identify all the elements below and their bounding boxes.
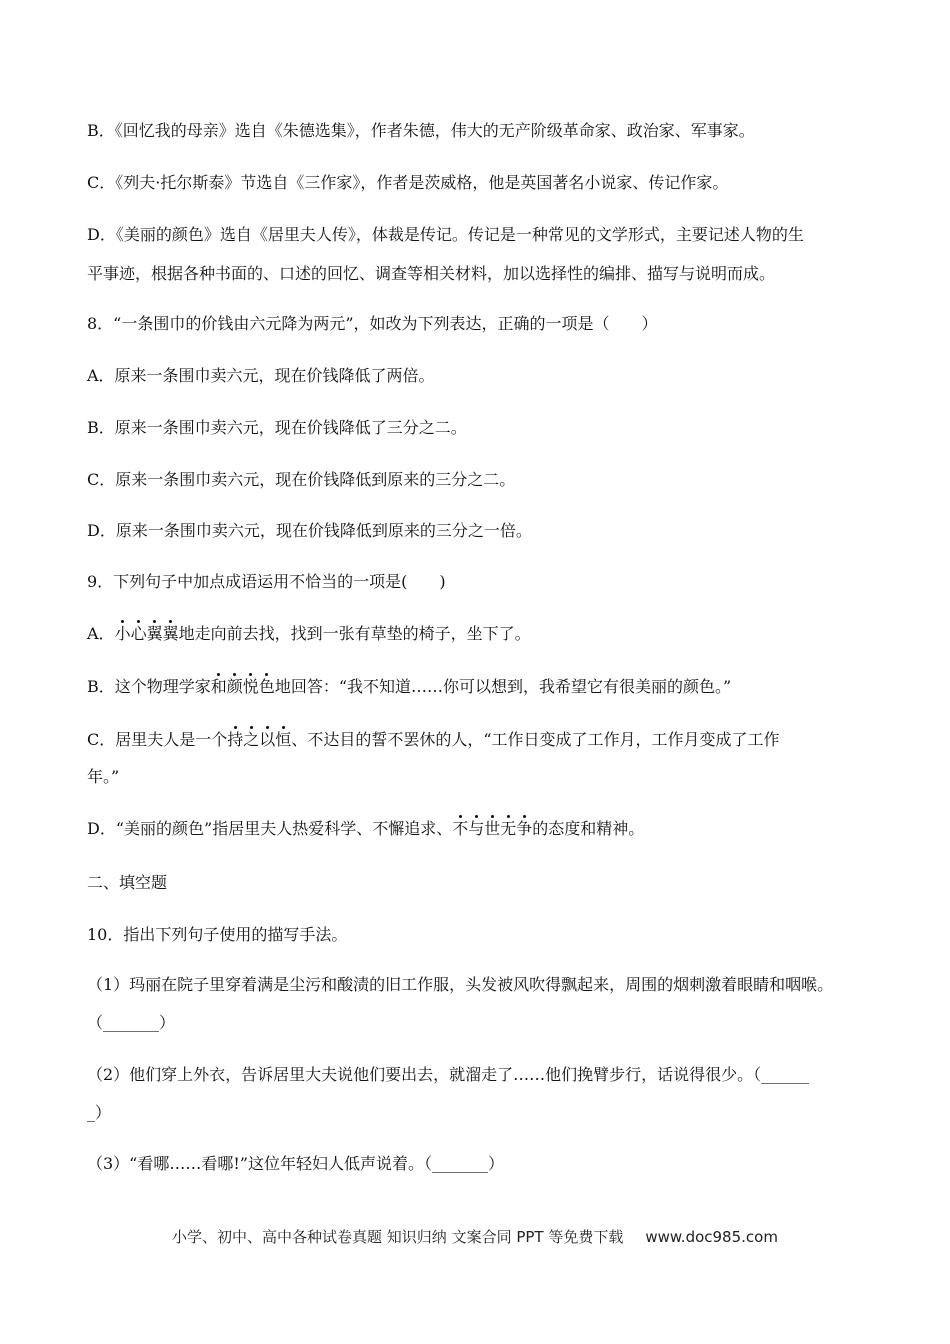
q9-option-b <box>87 676 731 698</box>
q10-question: 10．指出下列句子使用的描写手法。 <box>87 925 348 944</box>
footer-text: 小学、初中、高中各种试卷真题 知识归纳 文案合同 PPT 等免费下载 <box>172 1228 624 1246</box>
dotted-char: 心 <box>130 624 147 643</box>
q9-question: 9．下列句子中加点成语运用不恰当的一项是( ) <box>87 572 446 591</box>
dotted-char: 颜 <box>226 677 243 696</box>
footer-url: www.doc985.com <box>645 1228 778 1246</box>
dotted-char: 争 <box>516 819 533 838</box>
dotted-char: 无 <box>500 819 517 838</box>
q9-option-c-suffix: 、不达目的誓不罢休的人，“工作日变成了工作月，工作月变成了工作 <box>291 730 780 749</box>
dotted-char: 色 <box>258 677 275 696</box>
q9-option-d <box>87 818 644 840</box>
q9-option-d-prefix: D．“美丽的颜色”指居里夫人热爱科学、不懈追求、 <box>87 819 453 838</box>
section-heading-fill-in: 二、填空题 <box>87 873 168 892</box>
q9-option-b-suffix: 地回答：“我不知道……你可以想到，我希望它有很美丽的颜色。” <box>274 677 732 696</box>
q8-option-d: D．原来一条围巾卖六元，现在价钱降低到原来的三分之一倍。 <box>87 521 532 540</box>
dotted-char: 悦 <box>242 677 259 696</box>
dotted-char: 翼 <box>162 624 179 643</box>
dotted-char: 持 <box>227 730 244 749</box>
q9-option-c-line2: 年。” <box>87 767 120 786</box>
dotted-char: 与 <box>468 819 485 838</box>
q7-option-d-line2: 平事迹，根据各种书面的、口述的回忆、调查等相关材料，加以选择性的编排、描写与说明而成。 <box>87 264 776 283</box>
q7-option-c: C．《列夫·托尔斯泰》节选自《三作家》，作者是茨威格，他是英国著名小说家、传记作家。 <box>87 173 729 192</box>
dotted-char: 世 <box>484 819 501 838</box>
q9-option-b-prefix: B．这个物理学家 <box>87 677 211 696</box>
q10-item-1: （1）玛丽在院子里穿着满是尘污和酸渍的旧工作服，头发被风吹得飘起来，周围的烟刺激着眼睛和咽喉。 <box>87 975 834 994</box>
q9-option-c-prefix: C．居里夫人是一个 <box>87 730 228 749</box>
q10-item-2-continued: _） <box>87 1103 112 1122</box>
q9-option-d-suffix: 的态度和精神。 <box>532 819 645 838</box>
q8-question: 8．“一条围巾的价钱由六元降为两元”，如改为下列表达，正确的一项是（ ） <box>87 314 658 333</box>
q9-option-a <box>87 623 531 645</box>
q7-option-d-line1: D．《美丽的颜色》选自《居里夫人传》，体裁是传记。传记是一种常见的文学形式，主要记述人物的生 <box>87 225 804 244</box>
q10-item-2: （2）他们穿上外衣，告诉居里大夫说他们要出去，就溜走了……他们挽臂步行，话说得很少。（______ <box>87 1065 810 1084</box>
dotted-char: 小 <box>114 624 131 643</box>
q10-item-3: （3）“看哪……看哪!”这位年轻妇人低声说着。（_______） <box>87 1154 504 1173</box>
q8-option-c: C．原来一条围巾卖六元，现在价钱降低到原来的三分之二。 <box>87 470 516 489</box>
dotted-char: 翼 <box>146 624 163 643</box>
q9-option-a-prefix: A． <box>87 624 115 643</box>
page-footer <box>0 1226 950 1247</box>
q7-option-b: B．《回忆我的母亲》选自《朱德选集》，作者朱德，伟大的无产阶级革命家、政治家、军事家。 <box>87 121 755 140</box>
dotted-char: 之 <box>243 730 260 749</box>
q9-option-c-line1 <box>87 729 780 751</box>
q10-item-1-answer-blank: （_______） <box>87 1013 176 1032</box>
dotted-char: 以 <box>259 730 276 749</box>
dotted-char: 恒 <box>275 730 292 749</box>
q8-option-b: B．原来一条围巾卖六元，现在价钱降低了三分之二。 <box>87 418 467 437</box>
q8-option-a: A．原来一条围巾卖六元，现在价钱降低了两倍。 <box>87 366 435 385</box>
dotted-char: 不 <box>452 819 469 838</box>
dotted-char: 和 <box>210 677 227 696</box>
q9-option-a-suffix: 地走向前去找，找到一张有草垫的椅子，坐下了。 <box>178 624 531 643</box>
